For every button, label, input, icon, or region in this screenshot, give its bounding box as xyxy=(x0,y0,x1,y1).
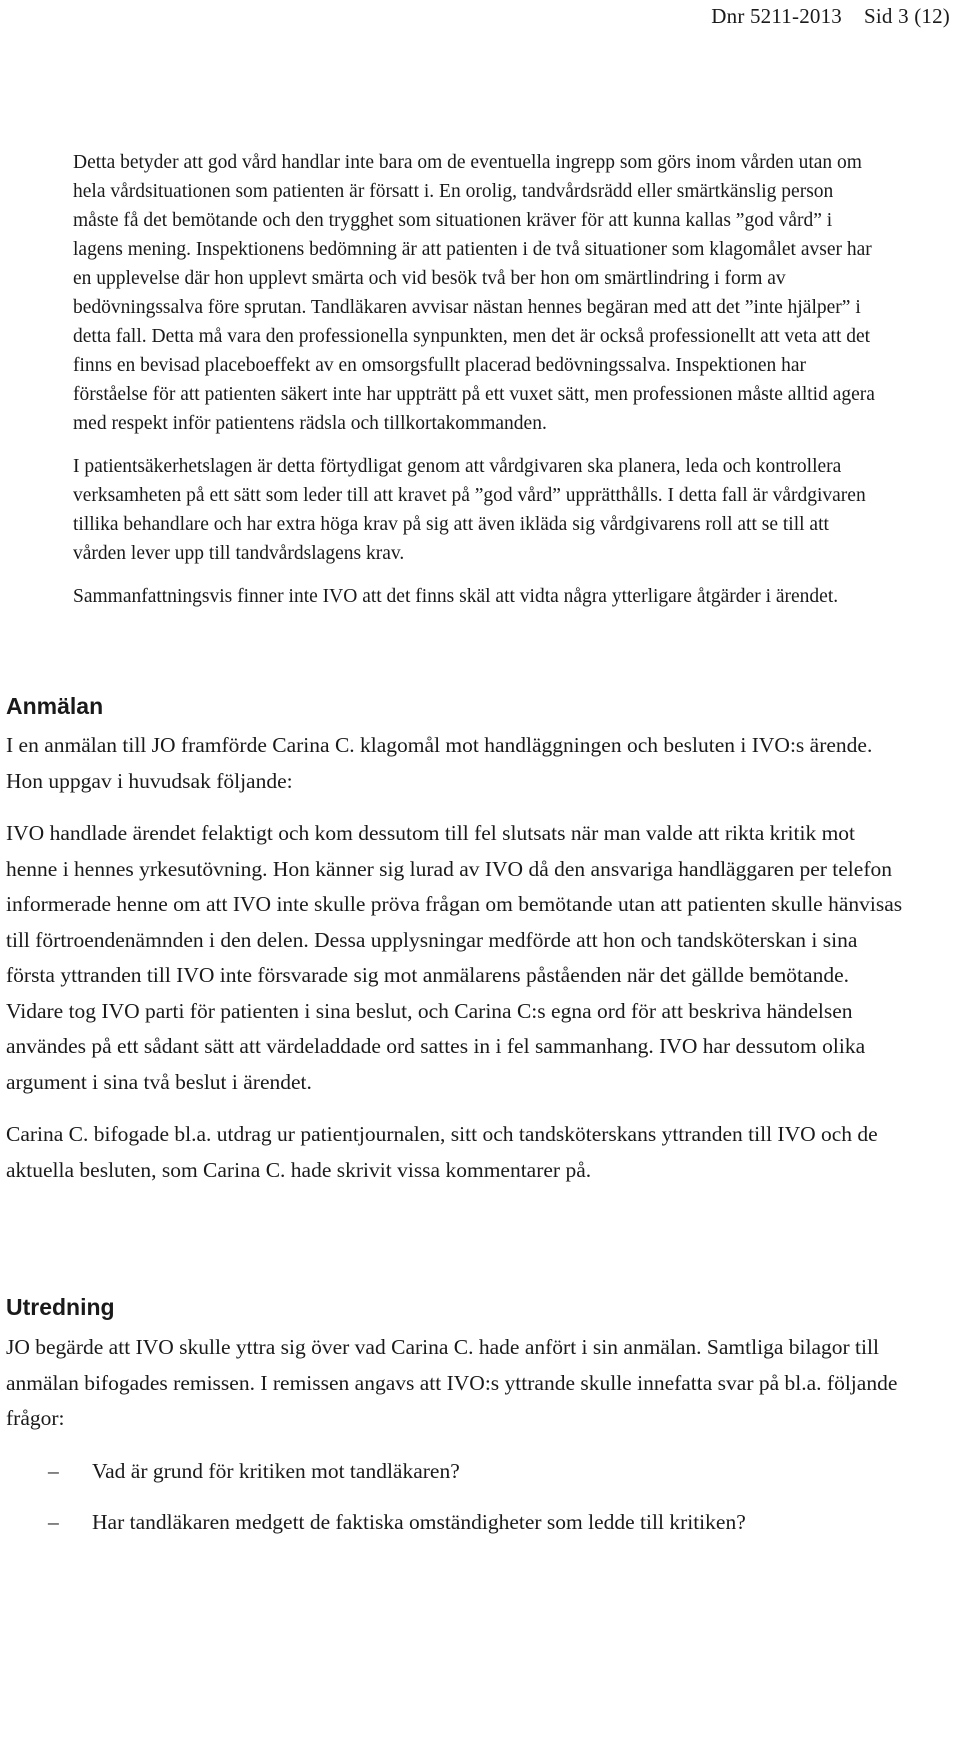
page-header xyxy=(689,4,950,29)
body-paragraph: I en anmälan till JO framförde Carina C. klagomål mot handläggningen och besluten i IVO:s ärende. Hon uppgav i huvudsak följande: xyxy=(6,733,873,793)
quote-paragraph: Sammanfattningsvis finner inte IVO att det finns skäl att vidta några ytterligare åtgärder i ärendet. xyxy=(73,586,839,607)
list-item-text: Har tandläkaren medgett de faktiska omständigheter som ledde till kritiken? xyxy=(92,1510,746,1534)
section-heading-anmalan: Anmälan xyxy=(6,693,104,719)
section-utredning-body xyxy=(6,1330,906,1557)
page-number: Sid 3 (12) xyxy=(864,4,950,28)
document-number: Dnr 5211-2013 xyxy=(711,4,842,28)
list-item xyxy=(6,1454,906,1490)
quote-paragraph: Detta betyder att god vård handlar inte bara om de eventuella ingrepp som görs inom vården utan om hela vårdsituationen som patienten är försatt i. En orolig, tandvårdsrädd eller smärtkänslig person måste få det bemötande och den trygghet som situationen kräver för att kunna kallas ”god vård” i lagens mening. Inspektionens bedömning är att patienten i de två situationer som klagomålet avser har en upplevelse där hon upplevt smärta och vid besök två ber hon om smärtlindring i form av bedövningssalva före sprutan. Tandläkaren avvisar nästan hennes begäran med att det ”inte hjälper” i detta fall. Detta må vara den professionella synpunkten, men det är också professionellt att veta att det finns en bevisad placeboeffekt av en omsorgsfullt placerad bedövningssalva. Inspektionen har förståelse för att patienten säkert inte har uppträtt på ett vuxet sätt, men professionen måste alltid agera med respekt inför patientens rädsla och tillkortakommanden. xyxy=(73,152,875,434)
body-paragraph: JO begärde att IVO skulle yttra sig över vad Carina C. hade anfört i sin anmälan. Samtliga bilagor till anmälan bifogades remissen. I remissen angavs att IVO:s yttrande skulle innefatta svar på bl.a. följande frågor: xyxy=(6,1335,898,1430)
quote-paragraph: I patientsäkerhetslagen är detta förtydligat genom att vårdgivaren ska planera, leda och kontrollera verksamheten på ett sätt som leder till att kravet på ”god vård” upprätthålls. I detta fall är vårdgivaren tillika behandlare och har extra höga krav på sig att även ikläda sig vårdgivarens roll att se till att vården lever upp till tandvårdslagens krav. xyxy=(73,456,866,564)
list-item-text: Vad är grund för kritiken mot tandläkaren? xyxy=(92,1458,460,1483)
list-item xyxy=(6,1505,906,1541)
section-heading-utredning: Utredning xyxy=(6,1294,115,1320)
list-dash: – xyxy=(48,1510,59,1534)
section-anmalan-body xyxy=(6,728,906,1205)
list-dash: – xyxy=(48,1458,59,1483)
quoted-decision-text xyxy=(73,148,883,625)
body-paragraph: IVO handlade ärendet felaktigt och kom dessutom till fel slutsats när man valde att rikta kritik mot henne i hennes yrkesutövning. Hon känner sig lurad av IVO då den ansvariga handläggaren per telefon informerade henne om att IVO inte skulle pröva frågan om bemötande utan att patienten skulle hänvisas till förtroendenämnden i den delen. Dessa upplysningar medförde att hon och tandsköterskan i sina första yttranden till IVO inte försvarade sig mot anmälarens påståenden när det gällde bemötande. Vidare tog IVO parti för patienten i sina beslut, och Carina C:s egna ord för att beskriva händelsen användes på ett sådant sätt att värdeladdade ord sattes in i fel sammanhang. IVO har dessutom olika argument i sina två beslut i ärendet. xyxy=(6,821,903,1094)
question-list xyxy=(6,1454,906,1541)
body-paragraph: Carina C. bifogade bl.a. utdrag ur patientjournalen, sitt och tandsköterskans yttranden till IVO och de aktuella besluten, som Carina C. hade skrivit vissa kommentarer på. xyxy=(6,1122,878,1182)
